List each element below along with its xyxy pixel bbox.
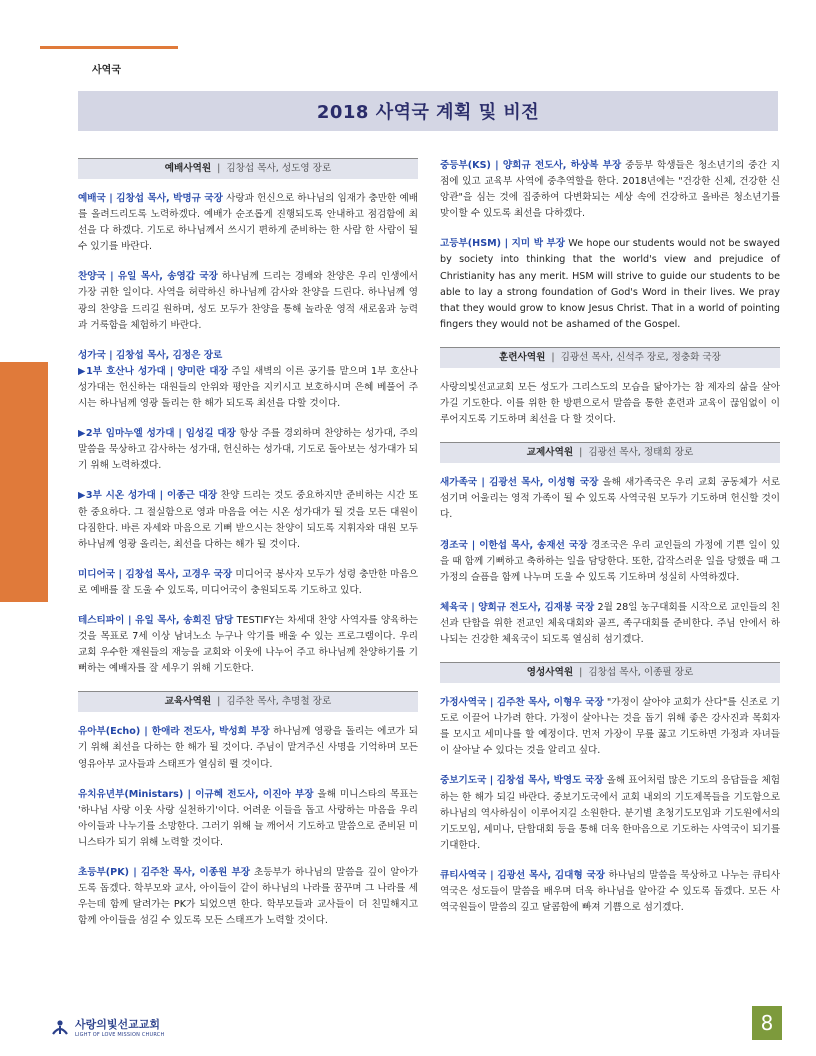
side-issue-text: JAN. 2018 LOLMC TIMES | www.lolmc.org: [18, 723, 30, 965]
ministry-item-text: 하나님의 말씀을 묵상하고 나누는 큐티사역국은 성도들이 말씀을 배우며 더욱 하나님을 알아갈 수 있도록 돕겠다. 모든 사역국원들이 말씀의 깊고 달콤함에 빠져 기쁨으로 섬기겠다.: [440, 869, 780, 914]
page-number: 8: [752, 1006, 782, 1040]
ministry-item-text: 중등부 학생들은 청소년기의 중간 지점에 있고 교육부 사역에 중추역할을 한다. 2018년에는 "건강한 신체, 건강한 신앙관"을 심는 것에 집중하여 다변화되는 세상 속에 건강하고 올바른 청소년기를 맞이할 수 있도록 최선을 다하겠다.: [440, 160, 780, 220]
ministry-item-text: 항상 주를 경외하며 찬양하는 성가대, 주의 말씀을 묵상하고 감사하는 성가대, 헌신하는 성가대, 기도로 돌아보는 성가대가 되기 위해 노력하겠다.: [78, 428, 418, 472]
ministry-members: 김창섭 목사, 성도영 장로: [226, 162, 332, 174]
ministry-item-heading: 중보기도국 | 김창섭 목사, 박영도 국장: [440, 775, 604, 787]
ministry-item: [440, 236, 780, 333]
ministry-members: 김광선 목사, 신석주 장로, 정충화 국장: [560, 351, 721, 363]
ministry-item-text: 경조국은 우리 교인들의 가정에 기쁜 일이 있을 때 함께 기뻐하고 축하하는 일을 담당한다. 또한, 갑작스러운 일을 당했을 때 그 가정의 슬픔을 함께 나누며 도울 수 있도록 기도하며 성실히 사역하겠다.: [440, 539, 780, 583]
ministry-item: [78, 488, 418, 552]
ministry-item-heading: 유치유년부(Ministars) | 이규혜 전도사, 이진아 부장: [78, 788, 314, 800]
ministry-members: 김창섭 목사, 이종필 장로: [588, 667, 694, 679]
ministry-name: 교육사역원: [164, 696, 212, 708]
ministry-item: [78, 787, 418, 851]
ministry-separator: |: [579, 667, 583, 679]
logo-text: [75, 1016, 164, 1038]
header-accent-rule: [40, 46, 178, 49]
ministry-item-heading: 큐티사역국 | 김광선 목사, 김대형 국장: [440, 869, 606, 881]
ministry-item-text: 2월 28일 농구대회를 시작으로 교인들의 친선과 단합을 위한 전교인 체육대회와 골프, 족구대회를 준비한다. 주님 안에서 하나되는 건강한 체육국이 되도록 열심히 섬기겠다.: [440, 601, 780, 645]
left-column: [78, 158, 418, 943]
ministry-item: [78, 724, 418, 772]
ministry-members: 김주찬 목사, 추명철 장로: [226, 696, 332, 708]
ministry-item: [78, 348, 418, 364]
ministry-item-text: 하나님께 드리는 경배와 찬양은 우리 인생에서 가장 귀한 일이다. 사역을 허락하신 하나님께 감사와 찬양을 드린다. 하나님께 영광의 찬양을 드리길 원하며, 성도 모두가 찬양을 통해 놀라운 영적 새로움과 능력과 거룩함을 체험하기 바란다.: [78, 271, 418, 331]
ministry-item-text: 올해 새가족국은 우리 교회 공동체가 서로 섬기며 어울리는 영적 가족이 될 수 있도록 사역국원 모두가 기도하며 헌신할 것이다.: [440, 477, 780, 521]
ministry-item: [440, 538, 780, 586]
ministry-item-text: 사랑의빛선교교회 모든 성도가 그리스도의 모습을 닮아가는 참 제자의 삶을 살아가길 기도한다. 이를 위한 한 방편으로서 말씀을 통한 훈련과 교육이 끊임없이 이루어지도록 기도하며 최선을 다 할 것이다.: [440, 381, 780, 426]
ministry-header: [440, 347, 780, 368]
ministry-header: [78, 691, 418, 712]
ministry-item-text: 하나님께 영광을 돌리는 에코가 되기 위해 최선을 다하는 한 해가 될 것이다. 주님이 맡겨주신 사명을 기억하며 모든 영유아부 교사들과 스태프가 열심히 뛸 것이다.: [78, 726, 418, 770]
page-title: 2018 사역국 계획 및 비전: [316, 102, 540, 123]
ministry-item-heading: 성가국 | 김창섭 목사, 김정은 장로: [78, 349, 223, 361]
ministry-item-text: 미디어국 봉사자 모두가 성령 충만한 마음으로 예배를 잘 도울 수 있도록, 미디어국이 충원되도록 기도하고 있다.: [78, 568, 418, 596]
ministry-item-text: 올해 미니스타의 목표는 '하나님 사랑 이웃 사랑 실천하기'이다. 어려운 이들을 돕고 사랑하는 마음을 우리 아이들과 나누기를 소망한다. 그러기 위해 늘 깨어서 기도하고 말씀으로 준비된 미니스타가 되기 위해 노력할 것이다.: [78, 788, 418, 848]
ministry-header: [78, 158, 418, 179]
ministry-item-heading: 중등부(KS) | 양희규 전도사, 하상복 부장: [440, 160, 622, 171]
ministry-name: 교제사역원: [526, 447, 574, 459]
ministry-item-heading: 가정사역국 | 김주찬 목사, 이형우 국장: [440, 697, 604, 709]
ministry-item-heading: 초등부(PK) | 김주찬 목사, 이종원 부장: [78, 867, 251, 878]
ministry-item: [440, 773, 780, 853]
ministry-item-heading: 새가족국 | 김광선 목사, 이성형 국장: [440, 477, 599, 489]
ministry-item: [78, 426, 418, 474]
ministry-item: [78, 364, 418, 412]
ministry-item-text: We hope our students would not be swayed by society into thinking that the world's view and prejudice of Christianity has any merit. HSM will strive to guide our students to be able to lay a strong foundation of God's Word in their lives. We pray that they would grow to know Jesus Christ. That in a world of pointing fingers they would not be ashamed of the Gospel.: [440, 238, 780, 330]
right-column: [440, 158, 780, 930]
ministry-item-text: 올해 표어처럼 많은 기도의 응답들을 체험하는 한 해가 되길 바란다. 중보기도국에서 교회 내외의 기도제목들을 기도함으로 하나님의 역사하심이 이루어지길 소원한다. 분기별 초청기도모임과 기도원에서의 기도모임, 세미나, 단합대회 등을 통해 더욱 한마음으로 기도하는 사역국이 되기를 기대한다.: [440, 775, 780, 851]
ministry-item: [440, 158, 780, 222]
ministry-name: 훈련사역원: [499, 351, 546, 363]
ministry-item-text: "가정이 살아야 교회가 산다"를 신조로 기도로 이끌어 나가려 한다. 가정이 살아나는 것을 돕기 위해 좋은 강사진과 목회자를 모시고 세미나를 할 예정이다. 먼저 가장이 무릎 꿇고 기도하면 가정과 자녀들이 살아날 수 있다는 것을 알리고 싶다.: [440, 697, 780, 757]
ministry-header: [440, 662, 780, 683]
ministry-item-heading: 유아부(Echo) | 한애라 전도사, 박성희 부장: [78, 726, 270, 738]
ministry-item-text: 주일 새벽의 이른 공기를 맡으며 1부 호산나 성가대는 헌신하는 대원들의 안위와 평안을 지키시고 보호하시며 은혜 베풀어 주시는 하나님께 영광 돌리는 한 해가 되도록 최선을 다할 것이다.: [78, 365, 419, 410]
ministry-item: [78, 613, 418, 677]
ministry-separator: |: [217, 696, 221, 708]
ministry-separator: |: [217, 162, 221, 174]
section-label: 사역국: [92, 65, 121, 76]
ministry-item-heading: ▶3부 시온 성가대 | 이종근 대장: [78, 490, 218, 502]
side-band: [0, 362, 48, 965]
church-logo: [50, 1016, 164, 1038]
ministry-members: 김광선 목사, 정태희 장로: [588, 447, 694, 459]
ministry-item: [440, 600, 780, 648]
ministry-item: [78, 865, 418, 929]
ministry-name: 예배사역원: [164, 162, 212, 174]
ministry-name: 영성사역원: [526, 667, 574, 679]
ministry-item-heading: ▶2부 임마누엘 성가대 | 임성길 대장: [78, 428, 236, 440]
ministry-item: [440, 868, 780, 916]
ministry-item-heading: 찬양국 | 유일 목사, 송영갑 국장: [78, 271, 218, 283]
ministry-item-heading: 예배국 | 김창섭 목사, 박명규 국장: [78, 193, 223, 204]
ministry-item-heading: ▶1부 호산나 성가대 | 양미란 대장: [78, 365, 228, 377]
ministry-item: [78, 567, 418, 599]
ministry-item-text: TESTIFY는 차세대 찬양 사역자를 양육하는 것을 목표로 7세 이상 남녀노소 누구나 악기를 배울 수 있는 프로그램이다. 우리 교회 우수한 재원들의 재능을 교회와 이웃에 나누어 주고 하나님께 찬양하기를 기뻐하는 예배자를 잘 세우기 위해 기도한다.: [78, 614, 418, 675]
ministry-item: [440, 695, 780, 759]
logo-korean-name: 사랑의빛선교교회: [75, 1018, 161, 1031]
title-bar: [78, 91, 778, 131]
ministry-header: [440, 442, 780, 463]
ministry-item-heading: 테스티파이 | 유일 목사, 송희진 담당: [78, 614, 234, 626]
ministry-item: [440, 380, 780, 428]
ministry-item: [440, 475, 780, 523]
ministry-item-text: 초등부가 하나님의 말씀을 깊이 알아가도록 돕겠다. 학부모와 교사, 아이들이 같이 하나님의 나라를 꿈꾸며 그 나라를 세우는데 함께 달려가는 PK가 되었으면 한다. 학부모들과 교사들이 더 친밀해지고 함께 아이들을 섬길 수 있도록 모든 스태프가 노력할 것이다.: [78, 867, 418, 927]
ministry-item: [78, 269, 418, 333]
ministry-separator: |: [551, 351, 555, 363]
ministry-item: [78, 191, 418, 255]
church-logo-icon: [50, 1017, 70, 1037]
logo-english-name: LIGHT OF LOVE MISSION CHURCH: [75, 1032, 165, 1038]
ministry-item-text: 찬양 드리는 것도 중요하지만 준비하는 시간 또한 중요하다. 그 절실함으로 영과 마음을 여는 시온 성가대가 될 것을 모든 대원이 다짐한다. 바른 자세와 마음으로 기뻐 받으시는 찬양이 되도록 지휘자와 대원 모두 하나님께 영광 올리는, 최선을 다하는 해가 될 것이다.: [78, 490, 418, 550]
ministry-separator: |: [579, 447, 583, 459]
ministry-item-text: 사랑과 헌신으로 하나님의 임재가 충만한 예배를 올려드리도록 노력하겠다. 예배가 순조롭게 진행되도록 안내하고 점검함에 최선을 다 하겠다. 기도로 하나님께서 쓰시기 편하게 준비하는 한 사람 한 사람이 될 수 있기를 바란다.: [78, 193, 419, 253]
ministry-item-heading: 미디어국 | 김창섭 목사, 고경우 국장: [78, 568, 233, 580]
ministry-item-heading: 경조국 | 이한섭 목사, 송재선 국장: [440, 539, 588, 551]
ministry-item-heading: 체육국 | 양희규 전도사, 김재봉 국장: [440, 601, 595, 613]
ministry-item-heading: 고등부(HSM) | 지미 박 부장: [440, 238, 566, 250]
